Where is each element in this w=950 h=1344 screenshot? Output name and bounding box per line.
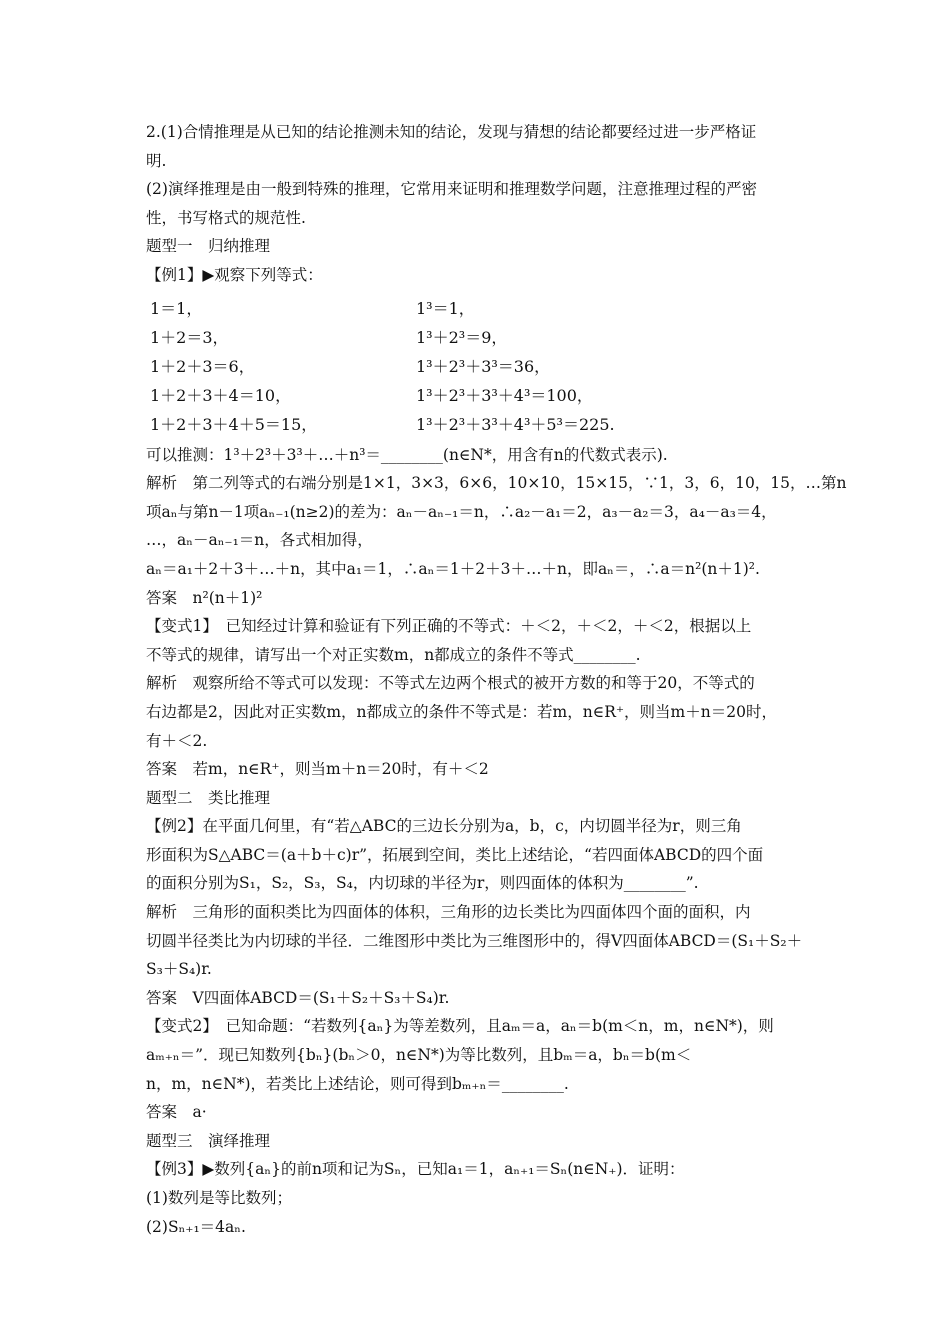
example1-analysis-line: 项aₙ与第n－1项aₙ₋₁(n≥2)的差为：aₙ－aₙ₋₁＝n，∴a₂－a₁＝2，a₃－a₂＝3，a₄－a₃＝4， <box>146 502 777 521</box>
variant1-answer: 答案 若m，n∈R⁺，则当m＋n＝20时，有＋＜2 <box>146 760 489 779</box>
intro-p1-line1: 2.(1)合情推理是从已知的结论推测未知的结论，发现与猜想的结论都要经过进一步严格证 <box>146 123 757 141</box>
example2-line: 【例2】在平面几何里，有“若△ABC的三边长分别为a，b，c，内切圆半径为r，则三角 <box>146 817 742 836</box>
example1-analysis-line: …，aₙ－aₙ₋₁＝n，各式相加得， <box>146 531 373 550</box>
left-eq: 1＋2＋3＋4＝10， <box>150 385 292 405</box>
equation-table <box>150 294 816 439</box>
variant1-analysis-line: 有＋＜2. <box>146 731 208 750</box>
section1-title: 题型一 归纳推理 <box>146 237 271 256</box>
section3-title: 题型三 演绎推理 <box>146 1131 271 1150</box>
example1-analysis-line: aₙ＝a₁＋2＋3＋…＋n，其中a₁＝1，∴aₙ＝1＋2＋3＋…＋n，即aₙ＝，∴a＝n²(n＋1)². <box>146 559 760 578</box>
right-eq: 1³＝1， <box>416 298 475 318</box>
example2-answer: 答案 V四面体ABCD＝(S₁＋S₂＋S₃＋S₄)r. <box>146 988 450 1007</box>
variant1-analysis-line: 右边都是2，因此对正实数m，n都成立的条件不等式是：若m，n∈R⁺，则当m＋n＝20时， <box>146 702 777 721</box>
right-eq: 1³＋2³＝9， <box>416 327 508 347</box>
example2-analysis-line: S₃＋S₄)r. <box>146 960 212 979</box>
example1-analysis-line: 解析 第二列等式的右端分别是1×1，3×3，6×6，10×10，15×15，∵1，3，6，10，15，…第n <box>146 474 847 493</box>
section2-title: 题型二 类比推理 <box>146 788 271 807</box>
left-eq: 1＝1， <box>150 298 203 318</box>
variant2-line: n，m，n∈N*)，若类比上述结论，则可得到bₘ₊ₙ＝________. <box>146 1074 569 1093</box>
intro-p1-line2: 明. <box>146 151 167 170</box>
left-eq: 1＋2＋3＋4＋5＝15， <box>150 414 318 434</box>
variant1-line: 不等式的规律，请写出一个对正实数m，n都成立的条件不等式________. <box>146 645 641 664</box>
variant1-analysis-line: 解析 观察所给不等式可以发现：不等式左边两个根式的被开方数的和等于20，不等式的 <box>146 674 755 693</box>
example1-answer: 答案 n²(n＋1)² <box>146 588 263 607</box>
variant2-line: 【变式2】 已知命题：“若数列{aₙ}为等差数列，且aₘ＝a，aₙ＝b(m＜n，m，n∈N*)，则 <box>146 1017 774 1036</box>
example2-analysis-line: 切圆半径类比为内切球的半径．二维图形中类比为三维图形中的，得V四面体ABCD＝(S₁＋S₂＋ <box>146 931 803 950</box>
example2-line: 的面积分别为S₁，S₂，S₃，S₄，内切球的半径为r，则四面体的体积为________”. <box>146 874 699 893</box>
example3-line: (1)数列是等比数列； <box>146 1189 292 1207</box>
document-page <box>146 118 847 1241</box>
left-eq: 1＋2＋3＝6， <box>150 356 255 376</box>
right-eq: 1³＋2³＋3³＝36， <box>416 356 551 376</box>
example3-line: (2)Sₙ₊₁＝4aₙ. <box>146 1217 246 1236</box>
right-eq: 1³＋2³＋3³＋4³＝100， <box>416 385 593 405</box>
variant2-line: aₘ₊ₙ＝”．现已知数列{bₙ}(bₙ＞0，n∈N*)为等比数列，且bₘ＝a，bₙ＝b(m＜ <box>146 1046 692 1065</box>
left-eq: 1＋2＝3， <box>150 327 229 347</box>
intro-p2-line2: 性，书写格式的规范性. <box>146 208 306 227</box>
example3-line: 【例3】▶数列{aₙ}的前n项和记为Sₙ，已知a₁＝1，aₙ₊₁＝Sₙ(n∈N₊)．证明： <box>146 1160 685 1179</box>
example2-line: 形面积为S△ABC＝(a＋b＋c)r”，拓展到空间，类比上述结论，“若四面体ABCD的四个面 <box>146 845 764 864</box>
variant2-answer: 答案 a· <box>146 1103 207 1122</box>
example2-analysis-line: 解析 三角形的面积类比为四面体的体积，三角形的边长类比为四面体四个面的面积，内 <box>146 903 751 922</box>
right-eq: 1³＋2³＋3³＋4³＋5³＝225. <box>416 414 615 434</box>
example1-question: 可以推测：1³＋2³＋3³＋…＋n³＝________(n∈N*，用含有n的代数式表示). <box>146 445 668 464</box>
example1-title: 【例1】▶观察下列等式： <box>146 265 323 284</box>
variant1-line: 【变式1】 已知经过计算和验证有下列正确的不等式：＋＜2，＋＜2，＋＜2，根据以上 <box>146 617 752 636</box>
intro-p2-line1: (2)演绎推理是由一般到特殊的推理，它常用来证明和推理数学问题，注意推理过程的严密 <box>146 180 757 199</box>
